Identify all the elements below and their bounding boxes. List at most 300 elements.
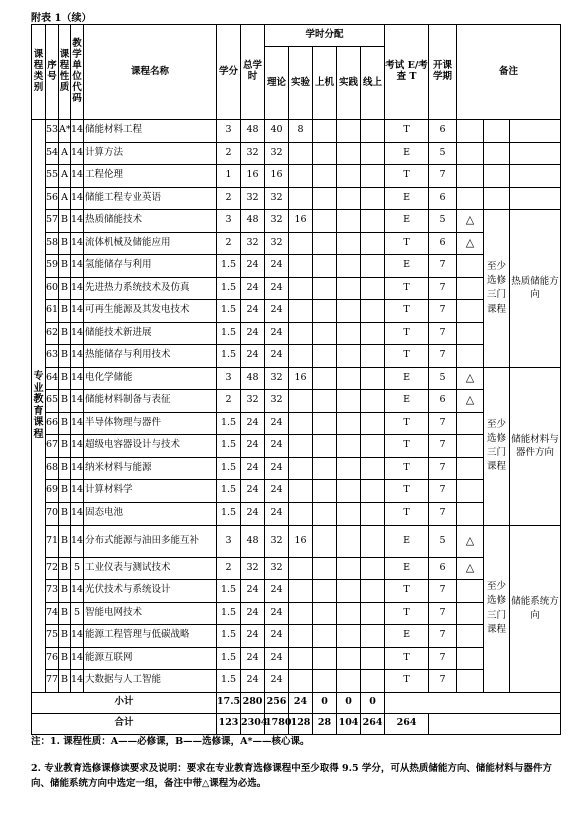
cell-nature: B	[59, 232, 71, 255]
cell-unit: 14	[71, 412, 84, 435]
cell-online	[361, 232, 385, 255]
cell-required-mark: △	[457, 390, 484, 413]
cell-course-name: 分布式能源与油田多能互补	[84, 525, 217, 557]
cell-practice	[337, 322, 361, 345]
cell-semester: 5	[429, 525, 457, 557]
table-row	[32, 210, 561, 233]
header-computer: 上机	[313, 47, 337, 120]
cell-required-mark: △	[457, 525, 484, 557]
cell-exam: T	[385, 670, 429, 693]
cell-online	[361, 525, 385, 557]
cell-practice	[337, 625, 361, 648]
cell-total-hours: 24	[241, 277, 265, 300]
cell-required-mark	[457, 602, 484, 625]
cell-course-name: 流体机械及储能应用	[84, 232, 217, 255]
subtotal-label: 小计	[32, 692, 217, 713]
header-experiment: 实验	[289, 47, 313, 120]
header-theory: 理论	[265, 47, 289, 120]
cell-total-hours: 24	[241, 580, 265, 603]
cell-practice	[337, 670, 361, 693]
cell-practice	[337, 412, 361, 435]
cell-computer	[313, 480, 337, 503]
cell-unit: 14	[71, 457, 84, 480]
grand-total-row	[32, 713, 561, 734]
cell-online	[361, 412, 385, 435]
cell-credit: 3	[217, 210, 241, 233]
cell-online	[361, 580, 385, 603]
cell-experiment	[289, 277, 313, 300]
cell-total-hours: 32	[241, 232, 265, 255]
cell-semester: 7	[429, 480, 457, 503]
cell-seq: 60	[46, 277, 59, 300]
cell-online	[361, 457, 385, 480]
cell-online	[361, 625, 385, 648]
cell-course-name: 氢能储存与利用	[84, 255, 217, 278]
cell-required-mark	[457, 412, 484, 435]
cell-total-hours: 24	[241, 300, 265, 323]
cell-required-mark	[457, 625, 484, 648]
cell-nature: B	[59, 670, 71, 693]
table-row	[32, 625, 561, 648]
cell-course-name: 固态电池	[84, 502, 217, 525]
cell-practice	[337, 165, 361, 188]
cell-credit: 1.5	[217, 435, 241, 458]
cell-credit: 1.5	[217, 602, 241, 625]
cell-unit: 14	[71, 300, 84, 323]
cell-seq: 65	[46, 390, 59, 413]
cell-nature: B	[59, 457, 71, 480]
cell-semester: 7	[429, 625, 457, 648]
cell-required-mark	[457, 277, 484, 300]
table-row	[32, 187, 561, 210]
header-unit: 教学单位代码	[71, 25, 84, 120]
cell-credit: 1.5	[217, 255, 241, 278]
cell-course-name: 能源工程管理与低碳战略	[84, 625, 217, 648]
cell-exam: E	[385, 367, 429, 390]
cell-experiment	[289, 670, 313, 693]
cell-practice	[337, 557, 361, 580]
cell-course-name: 纳米材料与能源	[84, 457, 217, 480]
cell-course-name: 超级电容器设计与技术	[84, 435, 217, 458]
cell-credit: 1.5	[217, 580, 241, 603]
cell-total-hours: 24	[241, 502, 265, 525]
cell-total-hours: 32	[241, 390, 265, 413]
cell-course-name: 储能材料制备与表征	[84, 390, 217, 413]
grand-total-exam: 264	[385, 713, 429, 734]
cell-semester: 7	[429, 255, 457, 278]
cell-required-mark: △	[457, 367, 484, 390]
cell-online	[361, 557, 385, 580]
header-credit: 学分	[217, 25, 241, 120]
cell-practice	[337, 210, 361, 233]
grand-total-label: 合计	[32, 713, 217, 734]
cell-theory: 24	[265, 255, 289, 278]
cell-unit: 14	[71, 142, 84, 165]
elective-group-direction: 热质储能方向	[510, 210, 561, 368]
cell-nature: B	[59, 625, 71, 648]
cell-practice	[337, 457, 361, 480]
cell-experiment	[289, 502, 313, 525]
cell-online	[361, 165, 385, 188]
cell-unit: 14	[71, 670, 84, 693]
cell-unit: 14	[71, 322, 84, 345]
cell-credit: 1	[217, 165, 241, 188]
cell-theory: 24	[265, 670, 289, 693]
cell-seq: 63	[46, 345, 59, 368]
cell-seq: 73	[46, 580, 59, 603]
cell-seq: 71	[46, 525, 59, 557]
cell-required-mark	[457, 435, 484, 458]
cell-computer	[313, 647, 337, 670]
cell-online	[361, 120, 385, 143]
cell-required-mark	[457, 120, 484, 143]
cell-online	[361, 255, 385, 278]
cell-practice	[337, 232, 361, 255]
header-seq: 序号	[46, 25, 59, 120]
subtotal-total: 280	[241, 692, 265, 713]
cell-course-name: 大数据与人工智能	[84, 670, 217, 693]
cell-exam: T	[385, 412, 429, 435]
cell-exam: T	[385, 322, 429, 345]
cell-credit: 1.5	[217, 480, 241, 503]
cell-seq: 54	[46, 142, 59, 165]
cell-unit: 14	[71, 210, 84, 233]
cell-nature: B	[59, 580, 71, 603]
cell-theory: 32	[265, 367, 289, 390]
table-row	[32, 412, 561, 435]
table-caption: 附表 1（续）	[31, 13, 92, 24]
cell-theory: 32	[265, 187, 289, 210]
table-row	[32, 345, 561, 368]
cell-online	[361, 670, 385, 693]
cell-nature: A	[59, 142, 71, 165]
cell-exam: T	[385, 580, 429, 603]
cell-theory: 24	[265, 580, 289, 603]
table-row	[32, 602, 561, 625]
cell-theory: 24	[265, 435, 289, 458]
cell-theory: 32	[265, 210, 289, 233]
header-hours-group: 学时分配	[265, 25, 385, 47]
header-name: 课程名称	[84, 25, 217, 120]
cell-nature: B	[59, 390, 71, 413]
header-exam: 考试 E/考查 T	[385, 25, 429, 120]
cell-online	[361, 345, 385, 368]
cell-course-name: 工业仪表与测试技术	[84, 557, 217, 580]
cell-computer	[313, 210, 337, 233]
cell-computer	[313, 602, 337, 625]
cell-seq: 69	[46, 480, 59, 503]
cell-nature: B	[59, 412, 71, 435]
cell-theory: 32	[265, 525, 289, 557]
cell-experiment	[289, 625, 313, 648]
cell-exam: T	[385, 602, 429, 625]
cell-experiment	[289, 390, 313, 413]
cell-nature: B	[59, 435, 71, 458]
note-1: 注：1. 课程性质：A——必修课，B——选修课，A*——核心课。	[31, 736, 310, 747]
cell-unit: 14	[71, 277, 84, 300]
subtotal-credit: 17.5	[217, 692, 241, 713]
cell-unit: 14	[71, 480, 84, 503]
cell-semester: 7	[429, 300, 457, 323]
cell-unit: 14	[71, 390, 84, 413]
cell-exam: T	[385, 232, 429, 255]
cell-practice	[337, 345, 361, 368]
cell-computer	[313, 525, 337, 557]
cell-experiment	[289, 647, 313, 670]
cell-total-hours: 24	[241, 625, 265, 648]
cell-course-name: 计算方法	[84, 142, 217, 165]
cell-course-name: 储能工程专业英语	[84, 187, 217, 210]
subtotal-online: 0	[361, 692, 385, 713]
cell-required-mark: △	[457, 557, 484, 580]
cell-semester: 7	[429, 412, 457, 435]
cell-credit: 2	[217, 557, 241, 580]
cell-online	[361, 480, 385, 503]
table-row	[32, 232, 561, 255]
cell-required-mark	[457, 255, 484, 278]
table-row	[32, 502, 561, 525]
grand-total-total: 2304	[241, 713, 265, 734]
cell-exam: E	[385, 210, 429, 233]
cell-course-name: 半导体物理与器件	[84, 412, 217, 435]
cell-nature: A	[59, 187, 71, 210]
cell-credit: 2	[217, 390, 241, 413]
table-row	[32, 142, 561, 165]
cell-credit: 1.5	[217, 457, 241, 480]
cell-experiment	[289, 557, 313, 580]
cell-unit: 14	[71, 647, 84, 670]
grand-total-comp: 28	[313, 713, 337, 734]
subtotal-theory: 256	[265, 692, 289, 713]
cell-theory: 32	[265, 142, 289, 165]
cell-semester: 7	[429, 670, 457, 693]
cell-nature: B	[59, 300, 71, 323]
cell-total-hours: 24	[241, 435, 265, 458]
cell-seq: 72	[46, 557, 59, 580]
cell-theory: 16	[265, 165, 289, 188]
cell-total-hours: 48	[241, 210, 265, 233]
cell-computer	[313, 580, 337, 603]
cell-nature: B	[59, 557, 71, 580]
cell-online	[361, 390, 385, 413]
cell-seq: 77	[46, 670, 59, 693]
cell-theory: 24	[265, 502, 289, 525]
cell-exam: T	[385, 120, 429, 143]
cell-practice	[337, 480, 361, 503]
curriculum-table	[31, 24, 561, 735]
cell-unit: 14	[71, 165, 84, 188]
table-row	[32, 457, 561, 480]
cell-exam: E	[385, 525, 429, 557]
cell-nature: B	[59, 602, 71, 625]
empty-remark-cell	[510, 142, 561, 165]
cell-required-mark	[457, 165, 484, 188]
cell-theory: 24	[265, 345, 289, 368]
cell-semester: 7	[429, 602, 457, 625]
elective-group-direction: 储能材料与器件方向	[510, 367, 561, 525]
cell-credit: 1.5	[217, 345, 241, 368]
cell-online	[361, 277, 385, 300]
table-row	[32, 480, 561, 503]
cell-practice	[337, 602, 361, 625]
cell-total-hours: 24	[241, 345, 265, 368]
table-row	[32, 165, 561, 188]
cell-seq: 55	[46, 165, 59, 188]
header-total-hours: 总学时	[241, 25, 265, 120]
cell-nature: B	[59, 525, 71, 557]
table-row	[32, 557, 561, 580]
subtotal-empty	[385, 692, 561, 713]
cell-seq: 70	[46, 502, 59, 525]
cell-total-hours: 48	[241, 120, 265, 143]
cell-course-name: 工程伦理	[84, 165, 217, 188]
cell-seq: 57	[46, 210, 59, 233]
header-remark: 备注	[457, 25, 561, 120]
cell-required-mark	[457, 580, 484, 603]
table-row	[32, 670, 561, 693]
cell-seq: 74	[46, 602, 59, 625]
cell-semester: 6	[429, 557, 457, 580]
cell-computer	[313, 255, 337, 278]
cell-experiment	[289, 232, 313, 255]
cell-unit: 14	[71, 580, 84, 603]
grand-total-prac: 104	[337, 713, 361, 734]
cell-seq: 62	[46, 322, 59, 345]
cell-required-mark	[457, 345, 484, 368]
cell-practice	[337, 142, 361, 165]
cell-online	[361, 502, 385, 525]
cell-required-mark	[457, 300, 484, 323]
cell-computer	[313, 367, 337, 390]
cell-unit: 14	[71, 367, 84, 390]
empty-remark-cell	[484, 142, 510, 165]
cell-seq: 64	[46, 367, 59, 390]
cell-exam: E	[385, 142, 429, 165]
cell-practice	[337, 580, 361, 603]
cell-nature: B	[59, 210, 71, 233]
cell-computer	[313, 120, 337, 143]
cell-semester: 5	[429, 142, 457, 165]
cell-online	[361, 322, 385, 345]
cell-credit: 1.5	[217, 322, 241, 345]
subtotal-comp: 0	[313, 692, 337, 713]
header-semester: 开课学期	[429, 25, 457, 120]
cell-practice	[337, 300, 361, 323]
cell-experiment	[289, 345, 313, 368]
cell-practice	[337, 435, 361, 458]
table-row	[32, 300, 561, 323]
table-row	[32, 525, 561, 557]
cell-seq: 56	[46, 187, 59, 210]
cell-online	[361, 300, 385, 323]
table-row	[32, 580, 561, 603]
cell-exam: E	[385, 557, 429, 580]
cell-required-mark: △	[457, 210, 484, 233]
cell-computer	[313, 232, 337, 255]
cell-theory: 24	[265, 647, 289, 670]
cell-semester: 7	[429, 647, 457, 670]
table-row	[32, 277, 561, 300]
cell-semester: 7	[429, 322, 457, 345]
cell-nature: B	[59, 255, 71, 278]
cell-seq: 53	[46, 120, 59, 143]
cell-theory: 24	[265, 457, 289, 480]
cell-exam: T	[385, 300, 429, 323]
cell-exam: T	[385, 165, 429, 188]
cell-unit: 5	[71, 557, 84, 580]
cell-experiment	[289, 300, 313, 323]
table-row	[32, 435, 561, 458]
cell-seq: 68	[46, 457, 59, 480]
cell-online	[361, 435, 385, 458]
cell-experiment: 16	[289, 367, 313, 390]
cell-experiment	[289, 142, 313, 165]
subtotal-row	[32, 692, 561, 713]
cell-seq: 66	[46, 412, 59, 435]
cell-credit: 3	[217, 367, 241, 390]
cell-experiment: 8	[289, 120, 313, 143]
cell-course-name: 电化学储能	[84, 367, 217, 390]
cell-unit: 14	[71, 525, 84, 557]
empty-remark-cell	[510, 165, 561, 188]
cell-theory: 40	[265, 120, 289, 143]
cell-experiment	[289, 165, 313, 188]
cell-nature: A*	[59, 120, 71, 143]
cell-nature: B	[59, 277, 71, 300]
grand-total-exp: 128	[289, 713, 313, 734]
cell-experiment	[289, 322, 313, 345]
cell-practice	[337, 390, 361, 413]
cell-credit: 1.5	[217, 277, 241, 300]
cell-computer	[313, 142, 337, 165]
cell-semester: 6	[429, 390, 457, 413]
cell-exam: T	[385, 435, 429, 458]
cell-credit: 1.5	[217, 647, 241, 670]
cell-online	[361, 187, 385, 210]
cell-experiment	[289, 480, 313, 503]
cell-semester: 7	[429, 165, 457, 188]
header-nature: 课程性质	[59, 25, 71, 120]
empty-remark-cell	[510, 120, 561, 143]
cell-total-hours: 48	[241, 367, 265, 390]
notes	[31, 734, 561, 792]
cell-theory: 24	[265, 322, 289, 345]
cell-online	[361, 142, 385, 165]
elective-group-direction: 储能系统方向	[510, 525, 561, 692]
cell-course-name: 智能电网技术	[84, 602, 217, 625]
cell-course-name: 热能储存与利用技术	[84, 345, 217, 368]
cell-semester: 6	[429, 187, 457, 210]
cell-theory: 32	[265, 557, 289, 580]
cell-nature: B	[59, 480, 71, 503]
empty-remark-cell	[484, 187, 510, 210]
cell-theory: 24	[265, 602, 289, 625]
cell-online	[361, 367, 385, 390]
grand-total-empty	[429, 713, 561, 734]
cell-computer	[313, 165, 337, 188]
cell-theory: 24	[265, 300, 289, 323]
cell-computer	[313, 412, 337, 435]
cell-total-hours: 32	[241, 187, 265, 210]
cell-credit: 2	[217, 232, 241, 255]
cell-practice	[337, 187, 361, 210]
cell-exam: T	[385, 480, 429, 503]
cell-theory: 24	[265, 480, 289, 503]
cell-required-mark	[457, 187, 484, 210]
cell-online	[361, 647, 385, 670]
cell-required-mark	[457, 142, 484, 165]
cell-semester: 7	[429, 435, 457, 458]
